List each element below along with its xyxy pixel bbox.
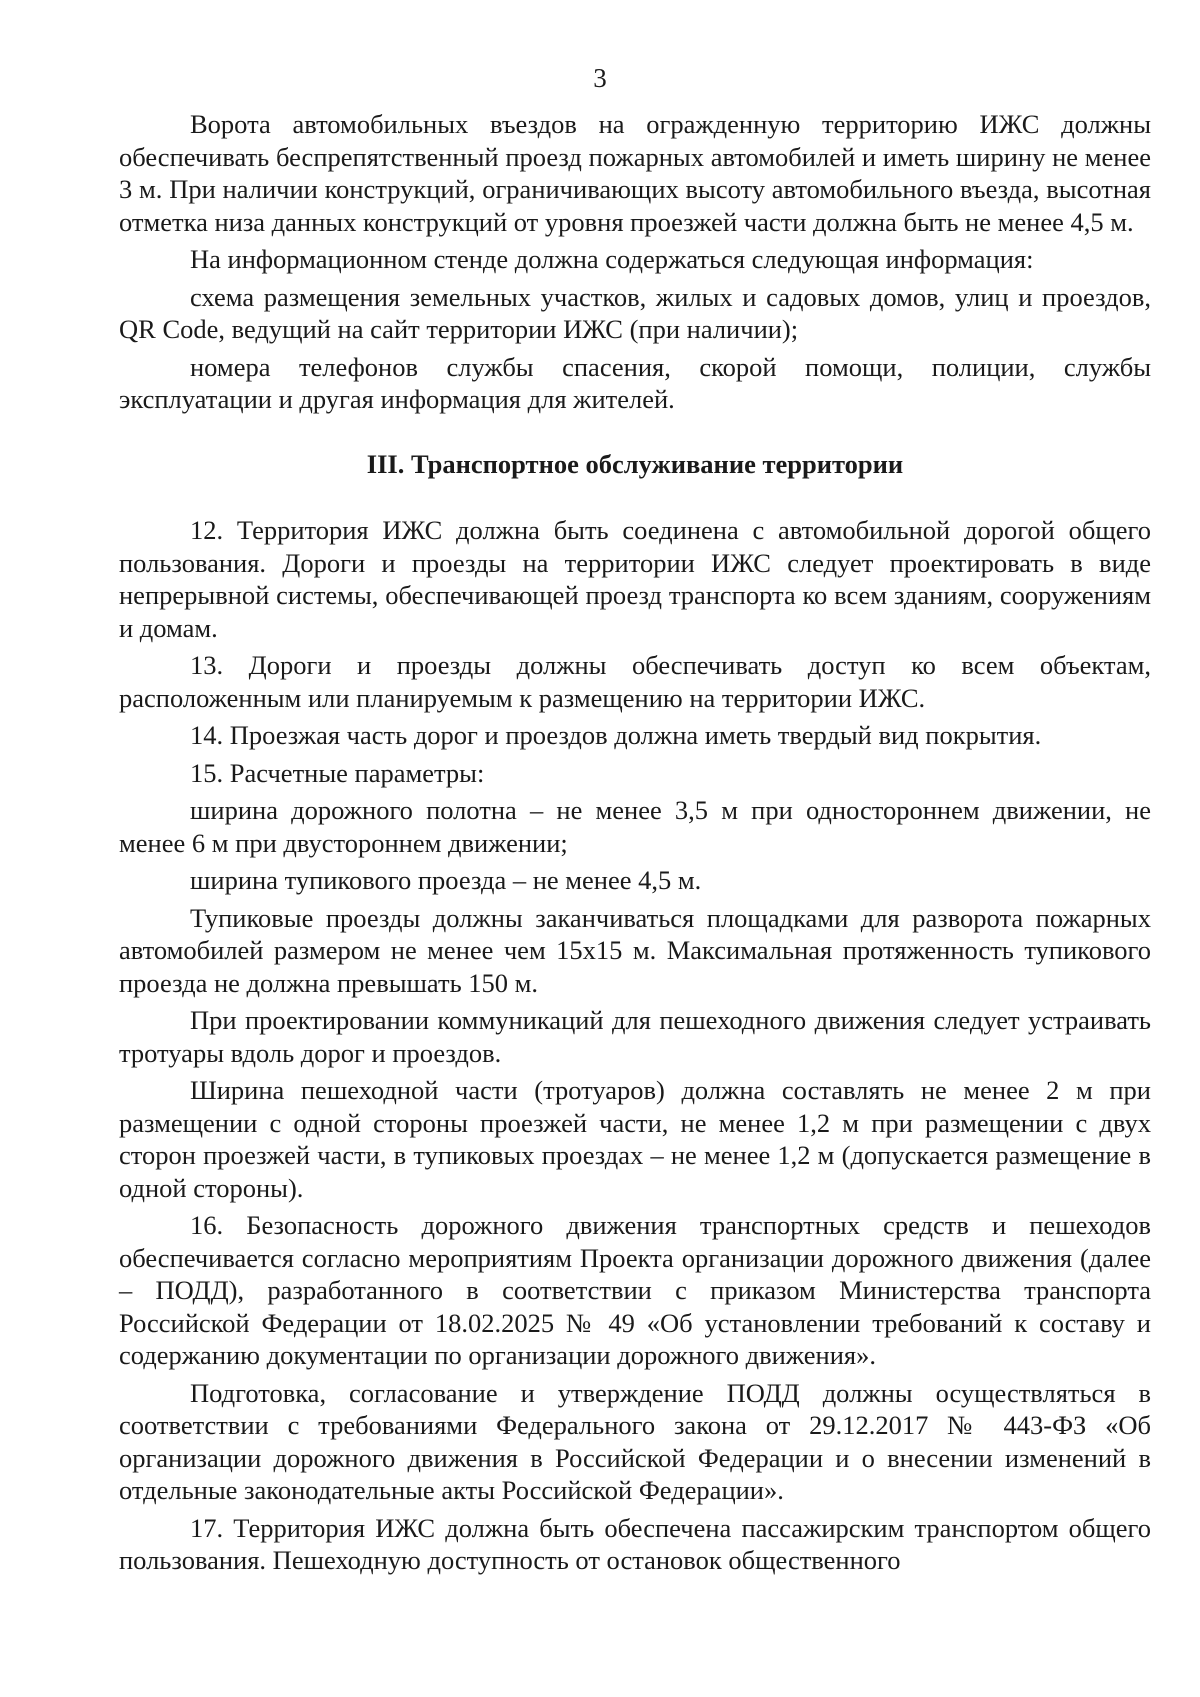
paragraph-item-17: 17. Территория ИЖС должна быть обеспечена пассажирским транспортом общего пользования. Пешеходную доступность от остановок общественного [119,1512,1151,1575]
paragraph-info-stand: На информационном стенде должна содержаться следующая информация: [190,244,1034,274]
paragraph-deadend-turnaround: Тупиковые проезды должны заканчиваться площадками для разворота пожарных автомобилей размером не менее чем 15x15 м. Максимальная протяженность тупикового проезда не должна превышать 150 м. [119,902,1151,998]
paragraph-item-15: 15. Расчетные параметры: [190,757,485,788]
paragraph-item-16: 16. Безопасность дорожного движения транспортных средств и пешеходов обеспечивается согласно мероприятиям Проекта организации дорожного движения (далее – ПОДД), разработанного в соответствии с приказом Министерства транспорта Российской Федерации от 18.02.2025 № 49 «Об установлении требований к составу и содержанию документации по организации дорожного движения». [119,1210,1151,1370]
paragraph-road-width: ширина дорожного полотна – не менее 3,5 м при одностороннем движении, не менее 6 м при двустороннем движении; [119,795,1151,858]
paragraph-deadend-width: ширина тупикового проезда – не менее 4,5 м. [190,865,702,895]
paragraph-sidewalks: При проектировании коммуникаций для пешеходного движения следует устраивать тротуары вдоль дорог и проездов. [119,1005,1151,1068]
paragraph-phone-numbers: номера телефонов службы спасения, скорой помощи, полиции, службы эксплуатации и другая информация для жителей. [119,351,1151,414]
paragraph-layout-scheme: схема размещения земельных участков, жилых и садовых домов, улиц и проездов, QR Code, ведущий на сайт территории ИЖС (при наличии); [119,281,1151,344]
paragraph-sidewalk-width: Ширина пешеходной части (тротуаров) должна составлять не менее 2 м при размещении с одной стороны проезжей части, не менее 1,2 м при размещении с двух сторон проезжей части, в тупиковых проездах – не менее 1,2 м (допускается размещение в одной стороны). [119,1075,1151,1203]
page-number: 3 [593,63,607,93]
paragraph-item-13: 13. Дороги и проезды должны обеспечивать доступ ко всем объектам, расположенным или планируемым к размещению на территории ИЖС. [119,650,1151,713]
section-heading: III. Транспортное обслуживание территории [366,448,904,479]
document-body [119,108,1151,1577]
paragraph-item-14: 14. Проезжая часть дорог и проездов должна иметь твердый вид покрытия. [190,720,1042,750]
paragraph-gates: Ворота автомобильных въездов на огражденную территорию ИЖС должны обеспечивать беспрепятственный проезд пожарных автомобилей и иметь ширину не менее 3 м. При наличии конструкций, ограничивающих высоту автомобильного въезда, высотная отметка низа данных конструкций от уровня проезжей части должна быть не менее 4,5 м. [119,109,1151,237]
paragraph-item-12: 12. Территория ИЖС должна быть соединена с автомобильной дорогой общего пользования. Дороги и проезды на территории ИЖС следует проектировать в виде непрерывной системы, обеспечивающей проезд транспорта ко всем зданиям, сооружениям и домам. [119,515,1151,643]
paragraph-podd-approval: Подготовка, согласование и утверждение ПОДД должны осуществляться в соответствии с требованиями Федерального закона от 29.12.2017 № 443-ФЗ «Об организации дорожного движения в Российской Федерации и о внесении изменений в отдельные законодательные акты Российской Федерации». [119,1377,1151,1505]
